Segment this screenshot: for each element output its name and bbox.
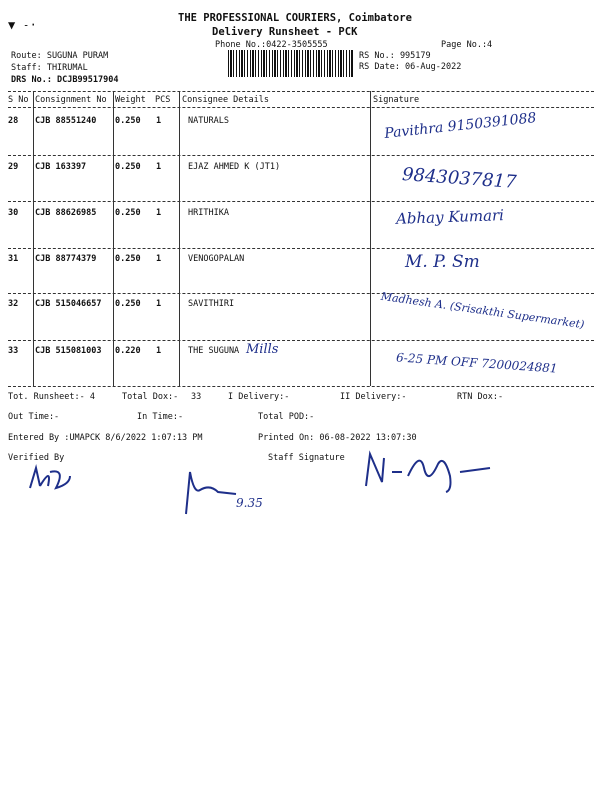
column-divider — [179, 91, 180, 386]
staff-signature-label: Staff Signature — [268, 453, 345, 463]
row-pcs: 1 — [156, 299, 162, 309]
barcode — [228, 50, 354, 77]
in-time: In Time:- — [137, 412, 184, 422]
row-consignment: CJB 88774379 — [35, 254, 97, 264]
route: Route: SUGUNA PURAM — [11, 51, 109, 61]
row-pcs: 1 — [156, 162, 162, 172]
header-bottom-rule — [8, 107, 594, 108]
row-sno: 29 — [8, 162, 19, 172]
entered-by: Entered By :UMAPCK 8/6/2022 1:07:13 PM — [8, 433, 203, 443]
row-pcs: 1 — [156, 116, 162, 126]
delivery-staff-signature — [362, 446, 502, 496]
row-sno: 32 — [8, 299, 19, 309]
verified-by-signature — [26, 462, 72, 492]
row-consignee: HRITHIKA — [188, 208, 229, 218]
row-sno: 30 — [8, 208, 19, 218]
row-sno: 28 — [8, 116, 19, 126]
rs-number: RS No.: 995179 — [359, 51, 431, 61]
col-consignee: Consignee Details — [182, 95, 269, 105]
total-dox-value: 33 — [191, 392, 202, 402]
row-consignment: CJB 88626985 — [35, 208, 97, 218]
staff-name: Staff: THIRUMAL — [11, 63, 88, 73]
total-dox-label: Total Dox:- — [122, 392, 179, 402]
row-consignment: CJB 515046657 — [35, 299, 102, 309]
total-pod: Total POD:- — [258, 412, 315, 422]
total-runsheet: Tot. Runsheet:- 4 — [8, 392, 95, 402]
col-pcs: PCS — [155, 95, 171, 105]
rtn-dox: RTN Dox:- — [457, 392, 504, 402]
row-rule — [8, 293, 594, 294]
row-consignee: VENOGOPALAN — [188, 254, 245, 264]
row-consignment: CJB 88551240 — [35, 116, 97, 126]
i-delivery: I Delivery:- — [228, 392, 290, 402]
column-divider — [113, 91, 114, 386]
table-bottom-rule — [8, 386, 594, 387]
row-rule — [8, 248, 594, 249]
row-consignee: SAVITHIRI — [188, 299, 235, 309]
row-weight: 0.220 — [115, 346, 141, 356]
row-signature: Pavithra 9150391088 — [383, 110, 538, 142]
page-number: Page No.:4 — [441, 40, 493, 50]
printed-on: Printed On: 06-08-2022 13:07:30 — [258, 433, 417, 443]
row-signature: Madhesh A. (Srisakthi Supermarket) — [380, 289, 586, 332]
row-sno: 33 — [8, 346, 19, 356]
phone-number: Phone No.:0422-3505555 — [215, 40, 328, 50]
company-name: THE PROFESSIONAL COURIERS, Coimbatore — [178, 12, 412, 24]
col-consignment: Consignment No — [35, 95, 107, 105]
row-rule — [8, 340, 594, 341]
row-weight: 0.250 — [115, 254, 141, 264]
document-title: Delivery Runsheet - PCK — [212, 26, 358, 38]
out-time: Out Time:- — [8, 412, 60, 422]
handwritten-note: Mills — [246, 342, 279, 357]
row-weight: 0.250 — [115, 299, 141, 309]
row-weight: 0.250 — [115, 116, 141, 126]
column-divider — [370, 91, 371, 386]
row-pcs: 1 — [156, 254, 162, 264]
drs-number: DRS No.: DCJB99517904 — [11, 75, 119, 85]
ii-delivery: II Delivery:- — [340, 392, 407, 402]
rs-date: RS Date: 06-Aug-2022 — [359, 62, 462, 72]
row-consignment: CJB 163397 — [35, 162, 87, 172]
row-signature: M. P. Sm — [405, 252, 480, 272]
table-top-rule — [8, 91, 594, 92]
row-pcs: 1 — [156, 208, 162, 218]
row-consignee: THE SUGUNA — [188, 346, 240, 356]
time-note: 9.35 — [236, 496, 263, 510]
row-rule — [8, 201, 594, 202]
col-signature: Signature — [373, 95, 420, 105]
col-sno: S No — [8, 95, 29, 105]
row-sno: 31 — [8, 254, 19, 264]
row-signature: 9843037817 — [401, 164, 518, 193]
column-divider — [33, 91, 34, 386]
col-weight: Weight — [115, 95, 146, 105]
row-weight: 0.250 — [115, 162, 141, 172]
row-signature: 6-25 PM OFF 7200024881 — [395, 350, 558, 376]
top-left-mark: ▼ ˗· — [8, 18, 37, 32]
row-weight: 0.250 — [115, 208, 141, 218]
row-signature: Abhay Kumari — [395, 206, 505, 228]
row-consignee: NATURALS — [188, 116, 229, 126]
row-consignment: CJB 515081003 — [35, 346, 102, 356]
verified-by-label: Verified By — [8, 453, 65, 463]
row-consignee: EJAZ AHMED K (JT1) — [188, 162, 281, 172]
row-pcs: 1 — [156, 346, 162, 356]
row-rule — [8, 155, 594, 156]
